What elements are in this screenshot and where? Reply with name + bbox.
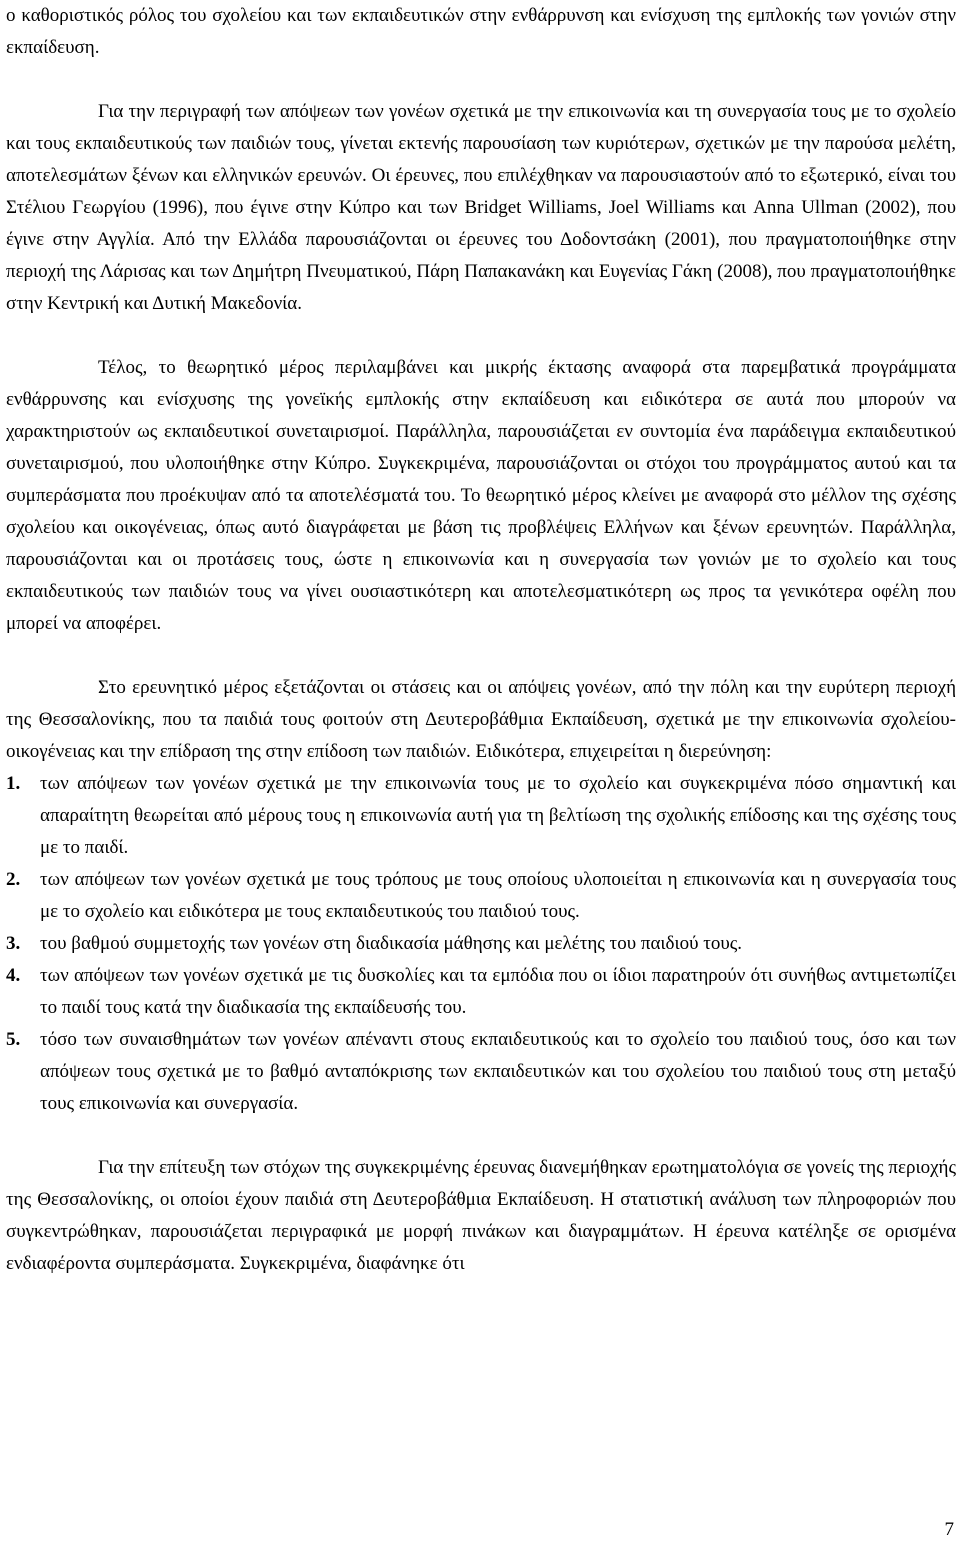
paragraph-intro-continued: ο καθοριστικός ρόλος του σχολείου και των εκπαιδευτικών στην ενθάρρυνση και ενίσχυση της εμπλοκής των γονιών στην εκπαίδευση. xyxy=(6,5,956,58)
list-text: των απόψεων των γονέων σχετικά με τους τρόπους με τους οποίους υλοποιείται η επικοινωνία και η συνεργασία τους με το σχολείο και ειδικότερα με τους εκπαιδευτικούς του παιδιού τους. xyxy=(40,869,956,922)
list-item xyxy=(6,928,956,960)
list-item xyxy=(6,768,956,864)
paragraph-theory-summary: Τέλος, το θεωρητικό μέρος περιλαμβάνει και μικρής έκτασης αναφορά στα παρεμβατικά προγράμματα ενθάρρυνσης και ενίσχυσης της γονεϊκής εμπλοκής στην εκπαίδευση και ειδικότερα σε αυτά που μπορούν να χαρακτηριστούν ως εκπαιδευτικοί συνεταιρισμοί. Παράλληλα, παρουσιάζεται εν συντομία ένα παράδειγμα εκπαιδευτικού συνεταιρισμού, που υλοποιήθηκε στην Κύπρο. Συγκεκριμένα, παρουσιάζονται οι στόχοι του προγράμματος αυτού και τα συμπεράσματα που προέκυψαν από τα αποτελέσματά του. Το θεωρητικό μέρος κλείνει με αναφορά στο μέλλον της σχέσης σχολείου και οικογένειας, όπως αυτό διαγράφεται με βάση τις προβλέψεις Ελλήνων και ξένων ερευνητών. Παράλληλα, παρουσιάζονται και οι προτάσεις τους, ώστε η επικοινωνία και η συνεργασία των γονιών με το σχολείο και τους εκπαιδευτικούς των παιδιών τους να γίνει ουσιαστικότερη και αποτελεσματικότερη ως προς τα γενικότερα οφέλη που μπορεί να αποφέρει. xyxy=(6,357,956,634)
paragraph-methodology: Για την επίτευξη των στόχων της συγκεκριμένης έρευνας διανεμήθηκαν ερωτηματολόγια σε γονείς της περιοχής της Θεσσαλονίκης, οι οποίοι έχουν παιδιά στη Δευτεροβάθμια Εκπαίδευση. Η στατιστική ανάλυση των πληροφοριών που συγκεντρώθηκαν, παρουσιάζεται περιγραφικά με μορφή πινάκων και διαγραμμάτων. Η έρευνα κατέληξε σε ορισμένα ενδιαφέροντα συμπεράσματα. Συγκεκριμένα, διαφάνηκε ότι xyxy=(6,1157,956,1274)
list-number: 1. xyxy=(6,773,21,794)
list-text: των απόψεων των γονέων σχετικά με την επικοινωνία τους με το σχολείο και συγκεκριμένα πόσο σημαντική και απαραίτητη θεωρείται από μέρους τους η επικοινωνία αυτή για τη βελτίωση της σχολικής επίδοσης και της σχέσης τους με το παιδί. xyxy=(40,773,956,858)
list-number: 5. xyxy=(6,1029,21,1050)
list-item xyxy=(6,1024,956,1120)
list-text: τόσο των συναισθημάτων των γονέων απέναντι στους εκπαιδευτικούς και το σχολείο του παιδιού τους, όσο και των απόψεων τους σχετικά με το βαθμό ανταπόκρισης των εκπαιδευτικών και του σχολείου του παιδιού τους στη μεταξύ τους επικοινωνία και συνεργασία. xyxy=(40,1029,956,1114)
list-text: του βαθμού συμμετοχής των γονέων στη διαδικασία μάθησης και μελέτης του παιδιού τους. xyxy=(40,933,743,954)
list-text: των απόψεων των γονέων σχετικά με τις δυσκολίες και τα εμπόδια που οι ίδιοι παρατηρούν ότι συνήθως αντιμετωπίζει το παιδί τους κατά την διαδικασία της εκπαίδευσής του. xyxy=(40,965,956,1018)
page-number: 7 xyxy=(944,1519,954,1540)
research-objectives-list xyxy=(6,768,956,1120)
document-page xyxy=(6,0,956,1280)
paragraph-research-review: Για την περιγραφή των απόψεων των γονέων σχετικά με την επικοινωνία και τη συνεργασία τους με το σχολείο και τους εκπαιδευτικούς των παιδιών τους, γίνεται εκτενής παρουσίαση των κυριότερων, σχετικών με την παρούσα μελέτη, αποτελεσμάτων ξένων και ελληνικών ερευνών. Οι έρευνες, που επιλέχθηκαν να παρουσιαστούν από το εξωτερικό, είναι του Στέλιου Γεωργίου (1996), που έγινε στην Κύπρο και των Bridget Williams, Joel Williams και Anna Ullman (2002), που έγινε στην Αγγλία. Από την Ελλάδα παρουσιάζονται οι έρευνες του Δοδοντσάκη (2001), που πραγματοποιήθηκε στην περιοχή της Λάρισας και των Δημήτρη Πνευματικού, Πάρη Παπακανάκη και Ευγενίας Γάκη (2008), που πραγματοποιήθηκε στην Κεντρική και Δυτική Μακεδονία. xyxy=(6,101,956,314)
list-number: 4. xyxy=(6,965,21,986)
list-item xyxy=(6,864,956,928)
paragraph-research-part: Στο ερευνητικό μέρος εξετάζονται οι στάσεις και οι απόψεις γονέων, από την πόλη και την ευρύτερη περιοχή της Θεσσαλονίκης, που τα παιδιά τους φοιτούν στη Δευτεροβάθμια Εκπαίδευση, σχετικά με την επικοινωνία σχολείου-οικογένειας και την επίδραση της στην επίδοση των παιδιών. Ειδικότερα, επιχειρείται η διερεύνηση: xyxy=(6,677,956,762)
list-number: 2. xyxy=(6,869,21,890)
list-number: 3. xyxy=(6,933,21,954)
list-item xyxy=(6,960,956,1024)
